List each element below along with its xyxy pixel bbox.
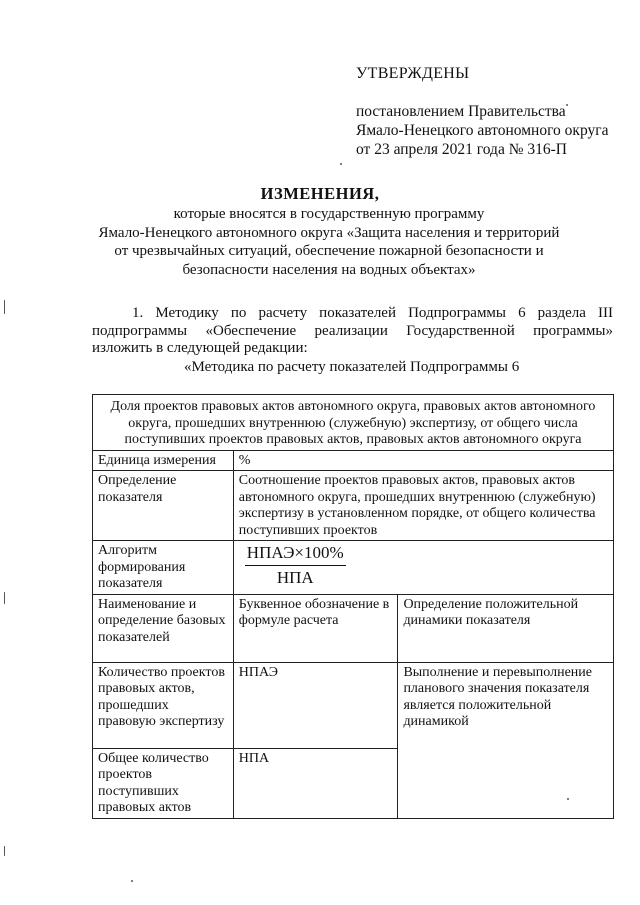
formula-denominator: НПА — [276, 568, 314, 587]
table-header: Доля проектов правовых актов автономного округа, правовых актов автономного округа, прошедших внутреннюю (служебную) экспертизу, от общего числа поступивших проектов правовых актов, правовых актов автономного округа — [93, 395, 614, 451]
formula — [245, 543, 346, 589]
document-subtitle — [90, 205, 568, 279]
table-row — [93, 594, 614, 662]
indicator-name: Общее количество проектов поступивших правовых актов — [93, 748, 234, 818]
methodology-title: «Методика по расчету показателей Подпрограммы 6 — [184, 358, 520, 375]
indicator-dynamics: Выполнение и перевыполнение планового значения показателя является положительной динамикой — [398, 662, 614, 818]
approval-block — [356, 64, 608, 159]
scan-speck — [131, 880, 133, 882]
table-row — [93, 662, 614, 748]
subtitle-line: от чрезвычайных ситуаций, обеспечение пожарной безопасности и — [114, 243, 544, 259]
scan-speck — [567, 798, 569, 800]
indicator-name: Количество проектов правовых актов, прошедших правовую экспертизу — [93, 662, 234, 748]
approval-line: от 23 апреля 2021 года № 316-П — [356, 141, 567, 158]
subtitle-line: безопасности населения на водных объектах» — [182, 261, 476, 278]
scan-speck — [4, 846, 5, 856]
subtitle-line: Ямало-Ненецкого автономного округа «Защита населения и территорий — [98, 224, 560, 241]
table-row — [93, 450, 614, 471]
paragraph-text: 1. Методику по расчету показателей Подпрограммы 6 раздела III подпрограммы «Обеспечение реализации Государственной программы» изложить в следующей редакции: — [92, 305, 613, 356]
algorithm-label: Алгоритм формирования показателя — [93, 541, 234, 595]
approval-line: Ямало-Ненецкого автономного округа — [356, 122, 609, 139]
definition-label: Определение показателя — [93, 471, 234, 541]
positive-dynamics-header: Определение положительной динамики показателя — [398, 594, 614, 662]
indicator-code: НПАЭ — [233, 662, 398, 748]
table-row — [93, 471, 614, 541]
base-indicators-label: Наименование и определение базовых показателей — [93, 594, 234, 662]
approval-line: постановлением Правительства — [356, 103, 566, 120]
definition-value: Соотношение проектов правовых актов, правовых актов автономного округа, прошедших внутреннюю (служебную) экспертизу в установленном порядке, от общего количества поступивших проектов — [233, 471, 613, 541]
indicator-code: НПА — [233, 748, 398, 818]
indicator-table — [92, 394, 614, 819]
document-title: ИЗМЕНЕНИЯ, — [260, 184, 380, 203]
scan-speck — [566, 104, 568, 106]
table-row — [93, 395, 614, 451]
unit-value: % — [233, 450, 613, 471]
scan-speck — [340, 163, 342, 165]
approval-title: УТВЕРЖДЕНЫ — [356, 65, 470, 82]
subtitle-line: которые вносятся в государственную программу — [173, 206, 485, 222]
paragraph-block — [92, 305, 613, 376]
letter-designation-header: Буквенное обозначение в формуле расчета — [233, 594, 398, 662]
scan-speck — [4, 300, 5, 314]
unit-label: Единица измерения — [93, 450, 234, 471]
scan-speck — [4, 592, 5, 604]
table-row — [93, 541, 614, 595]
formula-cell — [233, 541, 613, 595]
formula-numerator: НПАЭ×100% — [245, 543, 346, 566]
